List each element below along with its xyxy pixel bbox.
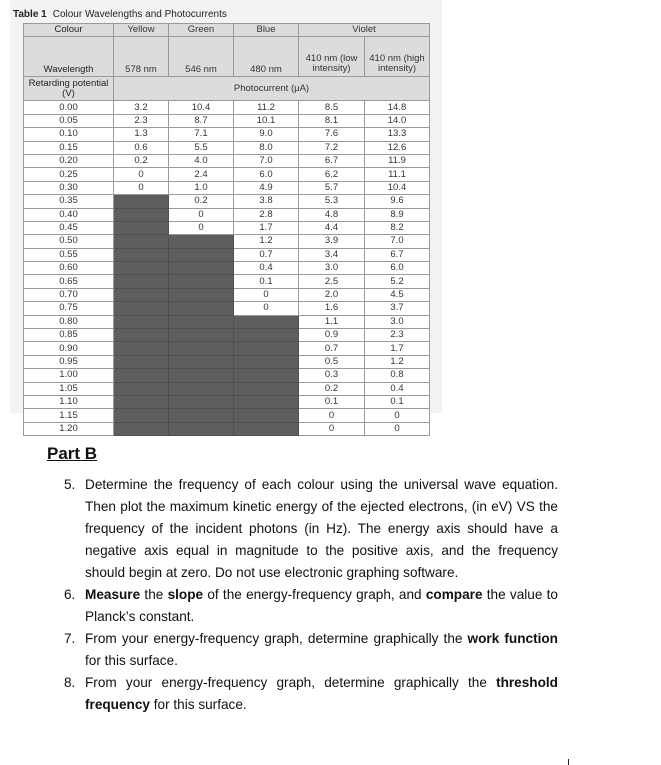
photocurrent-cell: 0 (169, 221, 234, 234)
retarding-potential-cell: 0.05 (24, 114, 114, 127)
retarding-potential-cell: 0.20 (24, 154, 114, 167)
shaded-cell (114, 369, 169, 382)
table-row (24, 168, 430, 181)
photocurrent-cell: 1.6 (299, 302, 365, 315)
photocurrent-cell: 2.0 (299, 288, 365, 301)
photocurrent-cell: 10.4 (365, 181, 430, 194)
question-item (64, 628, 558, 672)
photocurrent-cell: 8.1 (299, 114, 365, 127)
shaded-cell (234, 409, 299, 422)
photocurrent-cell: 3.8 (234, 195, 299, 208)
photocurrent-cell: 6.0 (365, 262, 430, 275)
colour-label: Colour (24, 24, 114, 37)
photocurrent-cell: 0.1 (234, 275, 299, 288)
photocurrent-cell: 2.8 (234, 208, 299, 221)
photocurrent-cell: 13.3 (365, 128, 430, 141)
photocurrent-cell: 11.9 (365, 154, 430, 167)
question-item (64, 672, 558, 716)
shaded-cell (114, 395, 169, 408)
shaded-cell (114, 409, 169, 422)
question-text: Determine the frequency of each colour using the universal wave equation. Then plot the maximum kinetic energy of the ejected electrons, (in eV) VS the frequency of the incident photons (in Hz). The energy axis should have a negative axis equal in magnitude to the positive axis, and the frequency should begin at zero. Do not use electronic graphing software. (85, 477, 558, 580)
photocurrent-cell: 1.0 (169, 181, 234, 194)
photocurrent-cell: 11.1 (365, 168, 430, 181)
shaded-cell (114, 315, 169, 328)
photocurrent-cell: 3.0 (299, 262, 365, 275)
retarding-potential-cell: 1.10 (24, 395, 114, 408)
photocurrent-cell: 12.6 (365, 141, 430, 154)
photocurrent-cell: 3.4 (299, 248, 365, 261)
table-row (24, 422, 430, 435)
photocurrent-cell: 0 (234, 302, 299, 315)
question-number: 8. (64, 675, 76, 690)
photocurrent-cell: 4.8 (299, 208, 365, 221)
retarding-potential-cell: 0.25 (24, 168, 114, 181)
photocurrent-cell: 6.7 (299, 154, 365, 167)
photocurrent-cell: 9.0 (234, 128, 299, 141)
shaded-cell (169, 235, 234, 248)
shaded-cell (114, 235, 169, 248)
photocurrent-cell: 7.2 (299, 141, 365, 154)
photocurrent-label: Photocurrent (μA) (114, 77, 430, 101)
retarding-potential-cell: 1.05 (24, 382, 114, 395)
table-row (24, 141, 430, 154)
shaded-cell (114, 195, 169, 208)
shaded-cell (114, 248, 169, 261)
retarding-potential-cell: 0.80 (24, 315, 114, 328)
shaded-cell (114, 208, 169, 221)
table-row (24, 235, 430, 248)
shaded-cell (169, 329, 234, 342)
photocurrent-cell: 0 (365, 422, 430, 435)
photocurrent-cell: 0 (169, 208, 234, 221)
shaded-cell (114, 302, 169, 315)
photocurrent-cell: 7.0 (234, 154, 299, 167)
table-row (24, 302, 430, 315)
photocurrent-cell: 0.4 (234, 262, 299, 275)
photocurrent-cell: 10.1 (234, 114, 299, 127)
emphasis-text: compare (425, 587, 483, 602)
shaded-cell (169, 315, 234, 328)
table-row (24, 342, 430, 355)
photocurrent-cell: 2.3 (365, 329, 430, 342)
photocurrent-cell: 0.2 (169, 195, 234, 208)
shaded-cell (234, 342, 299, 355)
question-text: From your energy-frequency graph, determine graphically the (85, 675, 497, 690)
retarding-potential-cell: 0.10 (24, 128, 114, 141)
retarding-potential-label: Retarding potential (V) (24, 77, 114, 101)
wavelength-blue: 480 nm (234, 37, 299, 77)
shaded-cell (234, 329, 299, 342)
colour-violet: Violet (299, 24, 430, 37)
table-row (24, 101, 430, 114)
table-row (24, 221, 430, 234)
shaded-cell (114, 262, 169, 275)
photocurrent-cell: 8.0 (234, 141, 299, 154)
photocurrent-cell: 0 (299, 422, 365, 435)
table-row (24, 369, 430, 382)
question-item (64, 584, 558, 628)
photocurrent-cell: 1.2 (234, 235, 299, 248)
emphasis-text: slope (167, 587, 204, 602)
shaded-cell (234, 422, 299, 435)
photocurrent-cell: 0 (114, 181, 169, 194)
photocurrent-cell: 5.2 (365, 275, 430, 288)
shaded-cell (114, 221, 169, 234)
photocurrent-cell: 1.2 (365, 355, 430, 368)
photocurrent-cell: 0.8 (365, 369, 430, 382)
photocurrent-cell: 4.9 (234, 181, 299, 194)
shaded-cell (169, 302, 234, 315)
photocurrent-cell: 0 (114, 168, 169, 181)
question-text: From your energy-frequency graph, determine graphically the (85, 631, 468, 646)
photocurrent-cell: 1.7 (234, 221, 299, 234)
photocurrent-cell: 0.1 (365, 395, 430, 408)
photocurrent-cell: 9.6 (365, 195, 430, 208)
part-b-heading: Part B (47, 444, 98, 463)
question-text: of the energy-frequency graph, and (203, 587, 426, 602)
photocurrent-cell: 14.0 (365, 114, 430, 127)
question-list (64, 474, 558, 716)
photocurrent-cell: 5.7 (299, 181, 365, 194)
photocurrent-cell: 6.0 (234, 168, 299, 181)
shaded-cell (169, 342, 234, 355)
shaded-cell (114, 422, 169, 435)
retarding-potential-cell: 0.70 (24, 288, 114, 301)
question-number: 6. (64, 587, 76, 602)
photocurrent-cell: 3.2 (114, 101, 169, 114)
photocurrent-cell: 0 (234, 288, 299, 301)
photocurrent-cell: 4.5 (365, 288, 430, 301)
photocurrent-cell: 0.3 (299, 369, 365, 382)
colour-header-row (24, 24, 430, 37)
retarding-potential-cell: 0.30 (24, 181, 114, 194)
photocurrent-cell: 10.4 (169, 101, 234, 114)
photocurrent-cell: 8.5 (299, 101, 365, 114)
table-row (24, 262, 430, 275)
photocurrent-cell: 0.1 (299, 395, 365, 408)
emphasis-text: Measure (85, 587, 141, 602)
table-row (24, 208, 430, 221)
shaded-cell (169, 248, 234, 261)
photocurrent-cell: 3.7 (365, 302, 430, 315)
table-row (24, 315, 430, 328)
photocurrent-cell: 0.7 (234, 248, 299, 261)
photocurrent-cell: 1.3 (114, 128, 169, 141)
photocurrent-cell: 1.1 (299, 315, 365, 328)
retarding-potential-cell: 0.00 (24, 101, 114, 114)
shaded-cell (169, 262, 234, 275)
retarding-potential-cell: 1.00 (24, 369, 114, 382)
photocurrent-cell: 3.0 (365, 315, 430, 328)
wavelength-green: 546 nm (169, 37, 234, 77)
photocurrent-cell: 0.2 (299, 382, 365, 395)
retarding-potential-cell: 0.75 (24, 302, 114, 315)
photocurrent-cell: 7.0 (365, 235, 430, 248)
retarding-potential-cell: 0.55 (24, 248, 114, 261)
shaded-cell (234, 395, 299, 408)
photocurrent-cell: 2.3 (114, 114, 169, 127)
photocurrent-cell: 0.4 (365, 382, 430, 395)
shaded-cell (114, 329, 169, 342)
table-row (24, 181, 430, 194)
shaded-cell (114, 342, 169, 355)
question-text: for this surface. (149, 697, 247, 712)
photocurrent-cell: 4.0 (169, 154, 234, 167)
question-text: for this surface. (85, 653, 178, 668)
table-row (24, 409, 430, 422)
photocurrent-cell: 3.9 (299, 235, 365, 248)
retarding-potential-cell: 1.20 (24, 422, 114, 435)
shaded-cell (234, 369, 299, 382)
colour-green: Green (169, 24, 234, 37)
retarding-header-row (24, 77, 430, 101)
photocurrent-cell: 8.7 (169, 114, 234, 127)
shaded-cell (169, 382, 234, 395)
text-cursor (568, 759, 569, 765)
shaded-cell (234, 315, 299, 328)
photocurrent-cell: 5.3 (299, 195, 365, 208)
retarding-potential-cell: 0.60 (24, 262, 114, 275)
photocurrent-cell: 0.7 (299, 342, 365, 355)
retarding-potential-cell: 0.90 (24, 342, 114, 355)
colour-yellow: Yellow (114, 24, 169, 37)
shaded-cell (114, 275, 169, 288)
retarding-potential-cell: 0.95 (24, 355, 114, 368)
table-row (24, 329, 430, 342)
shaded-cell (169, 288, 234, 301)
shaded-cell (234, 355, 299, 368)
photocurrent-cell: 7.1 (169, 128, 234, 141)
table-row (24, 395, 430, 408)
photocurrent-cell: 14.8 (365, 101, 430, 114)
colour-blue: Blue (234, 24, 299, 37)
retarding-potential-cell: 0.45 (24, 221, 114, 234)
table-row (24, 355, 430, 368)
question-item (64, 474, 558, 584)
photocurrent-cell: 0.6 (114, 141, 169, 154)
retarding-potential-cell: 0.85 (24, 329, 114, 342)
retarding-potential-cell: 1.15 (24, 409, 114, 422)
photocurrent-cell: 7.6 (299, 128, 365, 141)
table-row (24, 154, 430, 167)
wavelength-violet-high: 410 nm (high intensity) (365, 37, 430, 77)
shaded-cell (114, 288, 169, 301)
table-row (24, 114, 430, 127)
emphasis-text: threshold frequency (85, 675, 558, 712)
photocurrent-cell: 5.5 (169, 141, 234, 154)
question-number: 7. (64, 631, 76, 646)
retarding-potential-cell: 0.40 (24, 208, 114, 221)
photocurrent-cell: 6.2 (299, 168, 365, 181)
photocurrent-cell: 0 (299, 409, 365, 422)
question-number: 5. (64, 477, 76, 492)
photocurrent-cell: 0 (365, 409, 430, 422)
table-row (24, 128, 430, 141)
retarding-potential-cell: 0.65 (24, 275, 114, 288)
table-row (24, 195, 430, 208)
photocurrent-cell: 4.4 (299, 221, 365, 234)
shaded-cell (169, 275, 234, 288)
table-caption-title: Colour Wavelengths and Photocurrents (52, 9, 227, 20)
question-text: the (140, 587, 168, 602)
shaded-cell (114, 355, 169, 368)
wavelength-yellow: 578 nm (114, 37, 169, 77)
shaded-cell (169, 422, 234, 435)
retarding-potential-cell: 0.50 (24, 235, 114, 248)
photocurrent-cell: 8.9 (365, 208, 430, 221)
wavelength-violet-low: 410 nm (low intensity) (299, 37, 365, 77)
table-row (24, 382, 430, 395)
wavelength-header-row (24, 37, 430, 77)
photocurrent-table (23, 23, 430, 436)
shaded-cell (169, 409, 234, 422)
emphasis-text: work function (467, 631, 558, 646)
photocurrent-cell: 11.2 (234, 101, 299, 114)
shaded-cell (169, 395, 234, 408)
shaded-cell (169, 369, 234, 382)
retarding-potential-cell: 0.35 (24, 195, 114, 208)
table-row (24, 248, 430, 261)
photocurrent-cell: 0.9 (299, 329, 365, 342)
table-caption-label: Table 1 (13, 9, 47, 20)
photocurrent-cell: 8.2 (365, 221, 430, 234)
question-text: the value to Planck’s constant. (85, 587, 558, 624)
wavelength-label: Wavelength (24, 37, 114, 77)
table-caption (13, 9, 227, 20)
photocurrent-cell: 1.7 (365, 342, 430, 355)
photocurrent-cell: 0.5 (299, 355, 365, 368)
table-row (24, 288, 430, 301)
shaded-cell (114, 382, 169, 395)
retarding-potential-cell: 0.15 (24, 141, 114, 154)
shaded-cell (234, 382, 299, 395)
photocurrent-cell: 6.7 (365, 248, 430, 261)
shaded-cell (169, 355, 234, 368)
photocurrent-cell: 2.4 (169, 168, 234, 181)
table-row (24, 275, 430, 288)
photocurrent-cell: 2.5 (299, 275, 365, 288)
photocurrent-cell: 0.2 (114, 154, 169, 167)
